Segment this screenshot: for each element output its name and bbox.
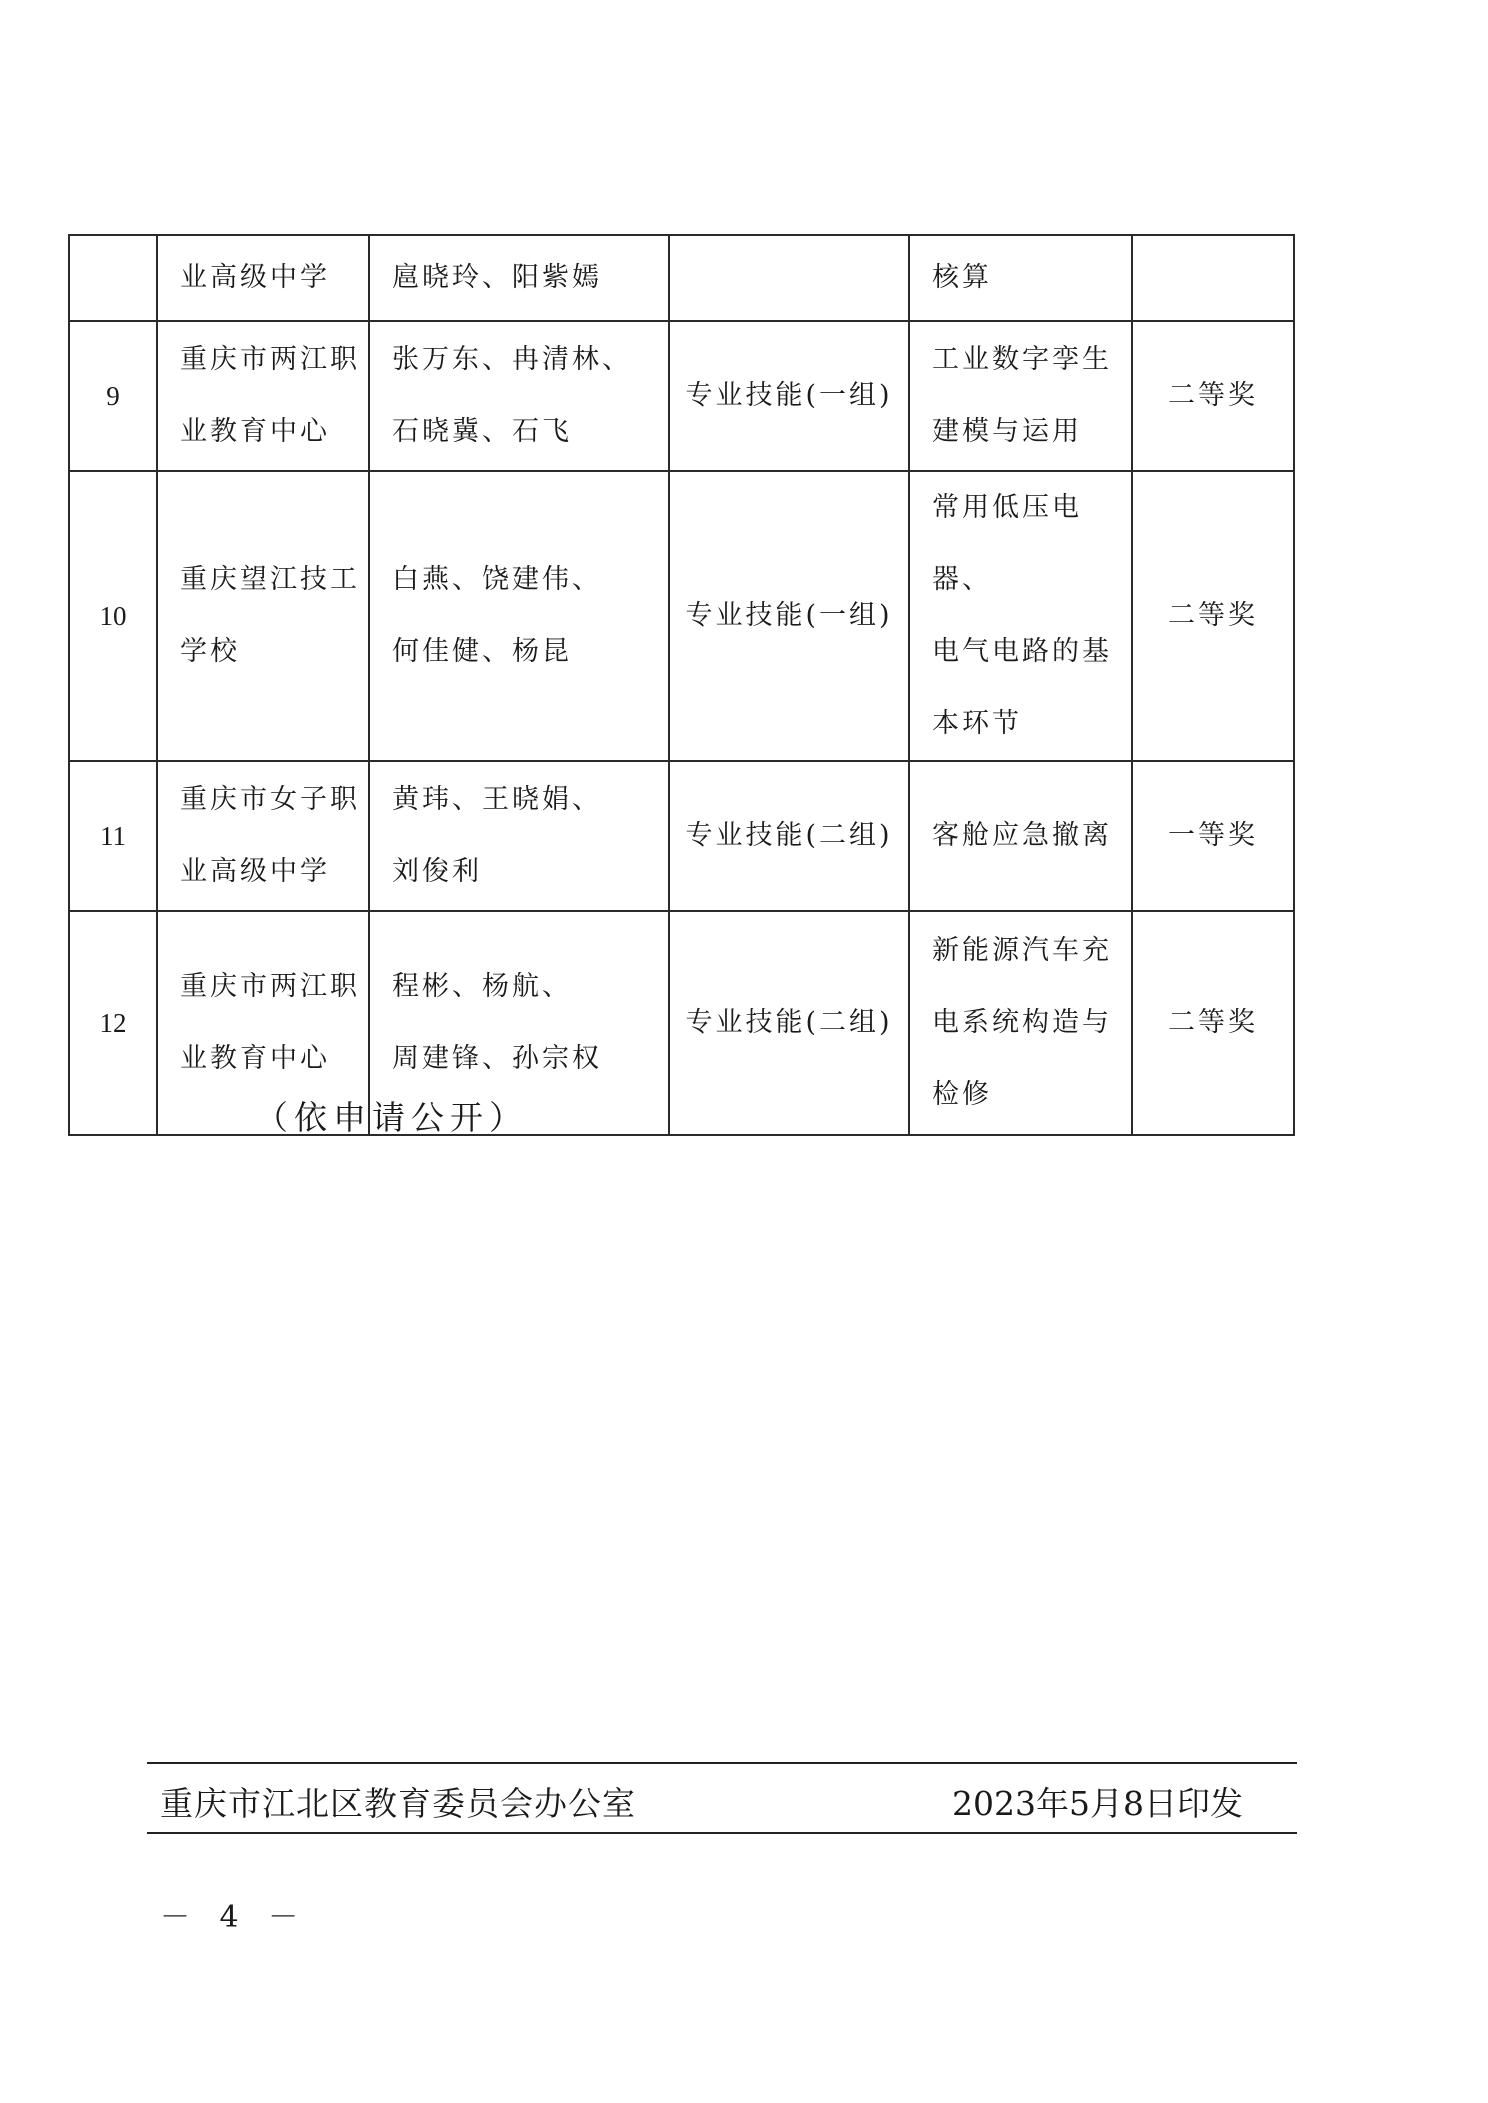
- cell-members: [369, 471, 669, 761]
- table-row: [69, 235, 1294, 321]
- cell-award: 二等奖: [1132, 911, 1294, 1135]
- cell-project-line: 客舱应急撤离: [932, 820, 1112, 851]
- table-body: [69, 235, 1294, 1135]
- cell-members-line: 白燕、饶建伟、: [392, 564, 602, 595]
- cell-school-line: 业高级中学: [180, 856, 330, 887]
- cell-award: [1132, 235, 1294, 321]
- issue-date: 2023年5月8日印发: [952, 1784, 1243, 1823]
- cell-members-line: 程彬、杨航、: [392, 971, 572, 1002]
- table-row: [69, 911, 1294, 1135]
- cell-project-line: 本环节: [932, 708, 1022, 739]
- cell-school-line: 业教育中心: [180, 1043, 330, 1074]
- cell-project-line: 检修: [932, 1079, 992, 1110]
- issuer: 重庆市江北区教育委员会办公室: [160, 1784, 636, 1823]
- cell-number: [69, 235, 157, 321]
- cell-members-line: 扈晓玲、阳紫嫣: [392, 262, 602, 293]
- cell-school-line: 业教育中心: [180, 416, 330, 447]
- cell-members-line: 黄玮、王晓娟、: [392, 784, 602, 815]
- table-row: [69, 761, 1294, 911]
- cell-project: [909, 235, 1132, 321]
- page-number: － 4 －: [160, 1900, 309, 1935]
- cell-project-line: 工业数字孪生: [932, 344, 1112, 375]
- cell-school: [157, 471, 369, 761]
- cell-members: [369, 761, 669, 911]
- cell-members-line: 石晓冀、石飞: [392, 416, 572, 447]
- cell-school-line: 重庆望江技工: [180, 564, 360, 595]
- cell-school-line: 学校: [180, 636, 240, 667]
- cell-award: 二等奖: [1132, 321, 1294, 471]
- cell-category: 专业技能(二组): [669, 761, 909, 911]
- cell-members: [369, 321, 669, 471]
- cell-project: [909, 321, 1132, 471]
- footer-top-rule: [147, 1762, 1297, 1764]
- cell-members-line: 周建锋、孙宗权: [392, 1043, 602, 1074]
- cell-project-line: 电系统构造与: [932, 1007, 1112, 1038]
- cell-project-line: 电气电路的基: [932, 636, 1112, 667]
- cell-project: [909, 911, 1132, 1135]
- cell-category: [669, 235, 909, 321]
- cell-number: 12: [69, 911, 157, 1135]
- cell-school-line: 重庆市两江职: [180, 971, 360, 1002]
- cell-school: [157, 321, 369, 471]
- cell-school-line: 重庆市女子职: [180, 784, 360, 815]
- cell-award: 一等奖: [1132, 761, 1294, 911]
- cell-number: 9: [69, 321, 157, 471]
- cell-members-line: 刘俊利: [392, 856, 482, 887]
- cell-project-line: 常用低压电器、: [932, 492, 1082, 595]
- cell-project-line: 建模与运用: [932, 416, 1082, 447]
- cell-award: 二等奖: [1132, 471, 1294, 761]
- cell-category: 专业技能(一组): [669, 471, 909, 761]
- cell-members-line: 何佳健、杨昆: [392, 636, 572, 667]
- cell-number: 10: [69, 471, 157, 761]
- cell-category: 专业技能(二组): [669, 911, 909, 1135]
- cell-members: [369, 235, 669, 321]
- footer-bottom-rule: [147, 1832, 1297, 1834]
- cell-project-line: 核算: [932, 262, 992, 293]
- cell-members-line: 张万东、冉清林、: [392, 344, 632, 375]
- cell-school-line: 业高级中学: [180, 262, 330, 293]
- disclosure-note: （依申请公开）: [255, 1098, 528, 1137]
- cell-number: 11: [69, 761, 157, 911]
- cell-school-line: 重庆市两江职: [180, 344, 360, 375]
- cell-project: [909, 471, 1132, 761]
- cell-school: [157, 235, 369, 321]
- table-row: [69, 471, 1294, 761]
- cell-project-line: 新能源汽车充: [932, 935, 1112, 966]
- cell-category: 专业技能(一组): [669, 321, 909, 471]
- cell-project: [909, 761, 1132, 911]
- table-row: [69, 321, 1294, 471]
- award-table: [68, 234, 1295, 1136]
- cell-school: [157, 761, 369, 911]
